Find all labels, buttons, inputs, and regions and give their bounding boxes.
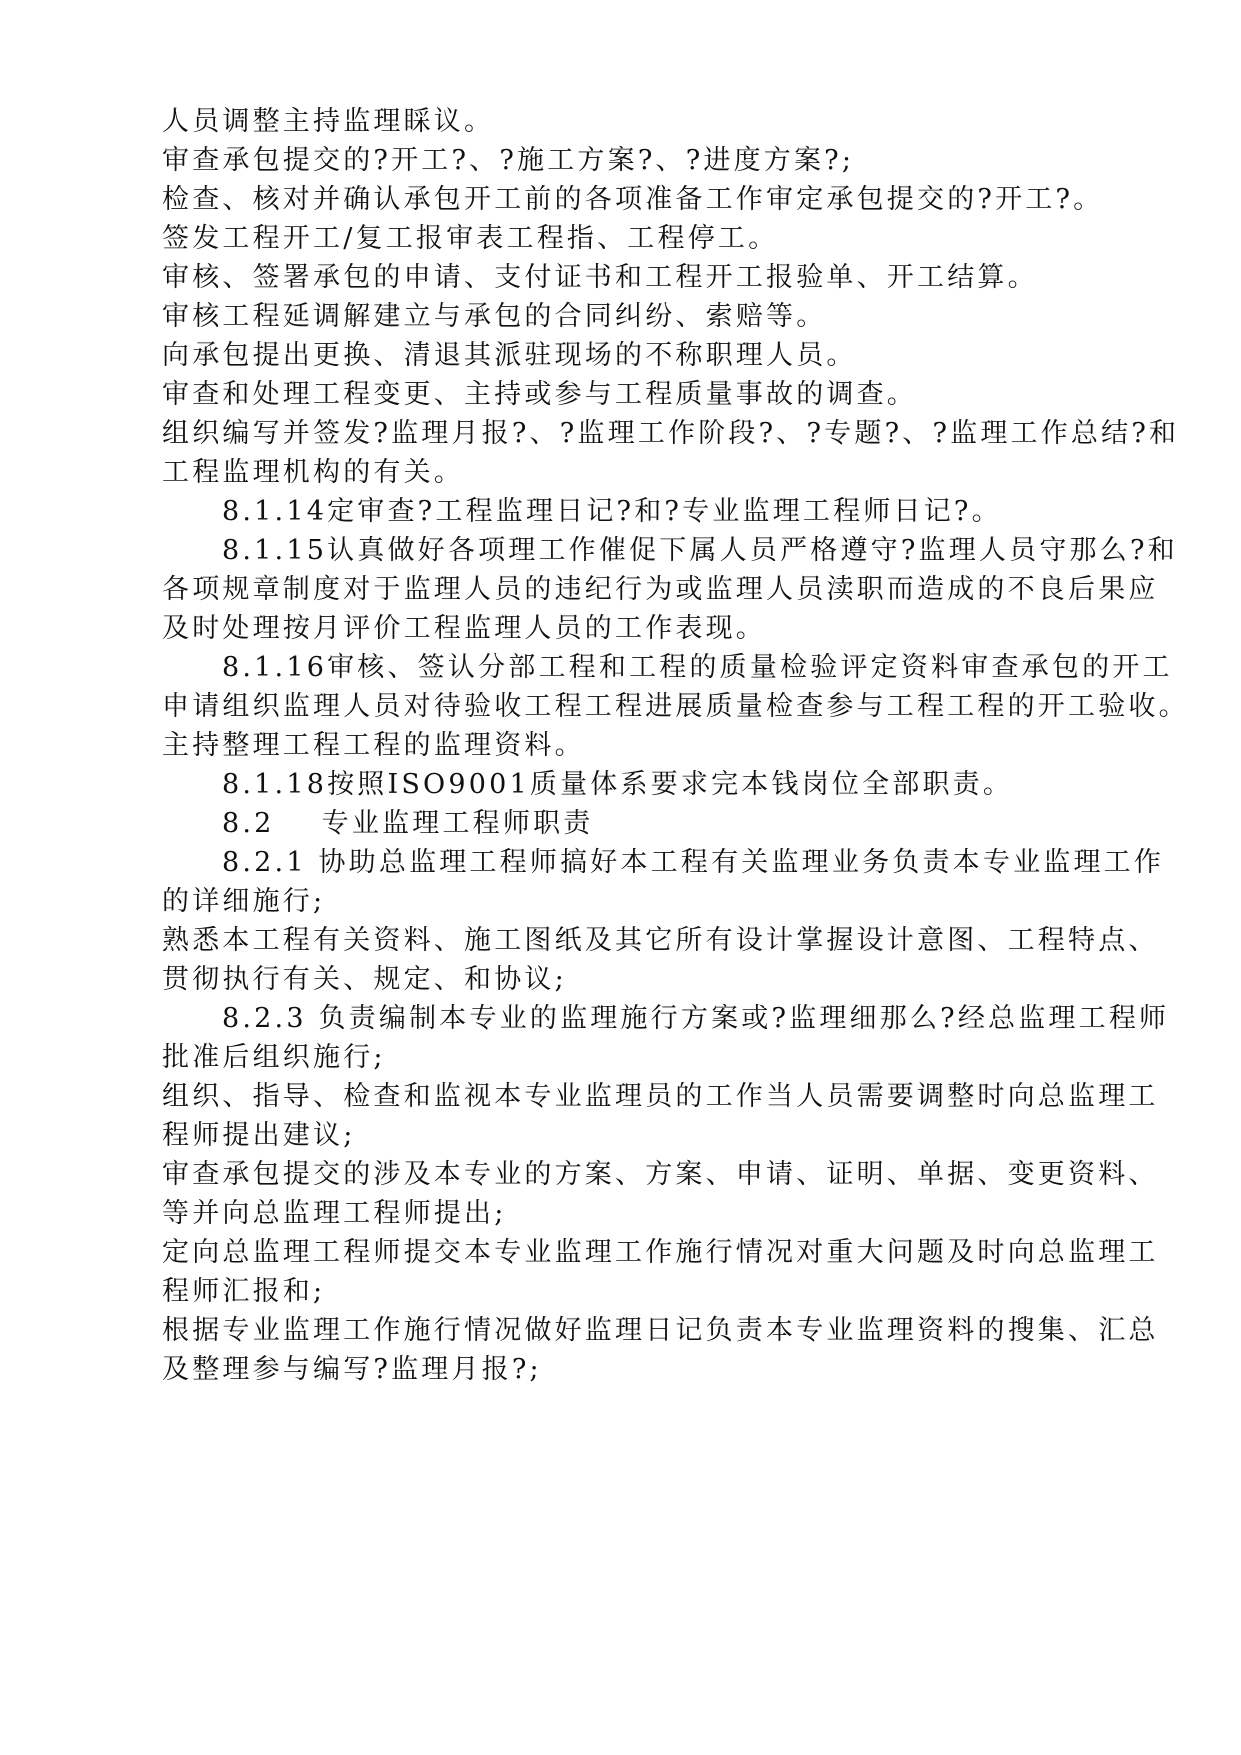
text-line: 审查和处理工程变更、主持或参与工程质量事故的调查。 (162, 379, 917, 410)
text-line: 审查承包提交的涉及本专业的方案、方案、申请、证明、单据、变更资料、 (162, 1159, 1159, 1190)
text-line: 向承包提出更换、清退其派驻现场的不称职理人员。 (162, 340, 857, 371)
text-line: 熟悉本工程有关资料、施工图纸及其它所有设计掌握设计意图、工程特点、 (162, 925, 1159, 956)
section-heading: 8.2 专业监理工程师职责 (222, 808, 594, 839)
text-line: 及时处理按月评价工程监理人员的工作表现。 (162, 613, 766, 644)
text-line: 的详细施行; (162, 886, 326, 917)
text-line: 审查承包提交的?开工?、?施工方案?、?进度方案?; (162, 145, 855, 176)
text-line: 检查、核对并确认承包开工前的各项准备工作审定承包提交的?开工?。 (162, 184, 1104, 215)
text-line: 8.1.14定审查?工程监理日记?和?专业监理工程师日记?。 (222, 496, 1002, 527)
text-line: 及整理参与编写?监理月报?; (162, 1354, 542, 1385)
text-line: 8.1.18按照ISO9001质量体系要求完本钱岗位全部职责。 (222, 769, 1014, 800)
text-line: 审核工程延调解建立与承包的合同纠纷、索赔等。 (162, 301, 827, 332)
text-line: 8.2.1 协助总监理工程师搞好本工程有关监理业务负责本专业监理工作 (222, 847, 1165, 878)
text-line: 8.1.15认真做好各项理工作催促下属人员严格遵守?监理人员守那么?和 (222, 535, 1178, 566)
text-line: 贯彻执行有关、规定、和协议; (162, 964, 567, 995)
text-line: 定向总监理工程师提交本专业监理工作施行情况对重大问题及时向总监理工 (162, 1237, 1159, 1268)
text-line: 批准后组织施行; (162, 1042, 386, 1073)
text-line: 申请组织监理人员对待验收工程工程进展质量检查参与工程工程的开工验收。 (162, 691, 1189, 722)
text-line: 8.1.16审核、签认分部工程和工程的质量检验评定资料审查承包的开工 (222, 652, 1173, 683)
text-line: 根据专业监理工作施行情况做好监理日记负责本专业监理资料的搜集、汇总 (162, 1315, 1159, 1346)
text-line: 程师汇报和; (162, 1276, 326, 1307)
text-line: 主持整理工程工程的监理资料。 (162, 730, 585, 761)
text-line: 程师提出建议; (162, 1120, 356, 1151)
text-line: 组织编写并签发?监理月报?、?监理工作阶段?、?专题?、?监理工作总结?和 (162, 418, 1180, 449)
text-line: 组织、指导、检查和监视本专业监理员的工作当人员需要调整时向总监理工 (162, 1081, 1159, 1112)
text-line: 等并向总监理工程师提出; (162, 1198, 507, 1229)
text-line: 各项规章制度对于监理人员的违纪行为或监理人员渎职而造成的不良后果应 (162, 574, 1159, 605)
text-line: 工程监理机构的有关。 (162, 457, 464, 488)
text-line: 人员调整主持监理睬议。 (162, 106, 495, 137)
text-line: 审核、签署承包的申请、支付证书和工程开工报验单、开工结算。 (162, 262, 1038, 293)
text-line: 签发工程开工/复工报审表工程指、工程停工。 (162, 223, 779, 254)
text-line: 8.2.3 负责编制本专业的监理施行方案或?监理细那么?经总监理工程师 (222, 1003, 1170, 1034)
